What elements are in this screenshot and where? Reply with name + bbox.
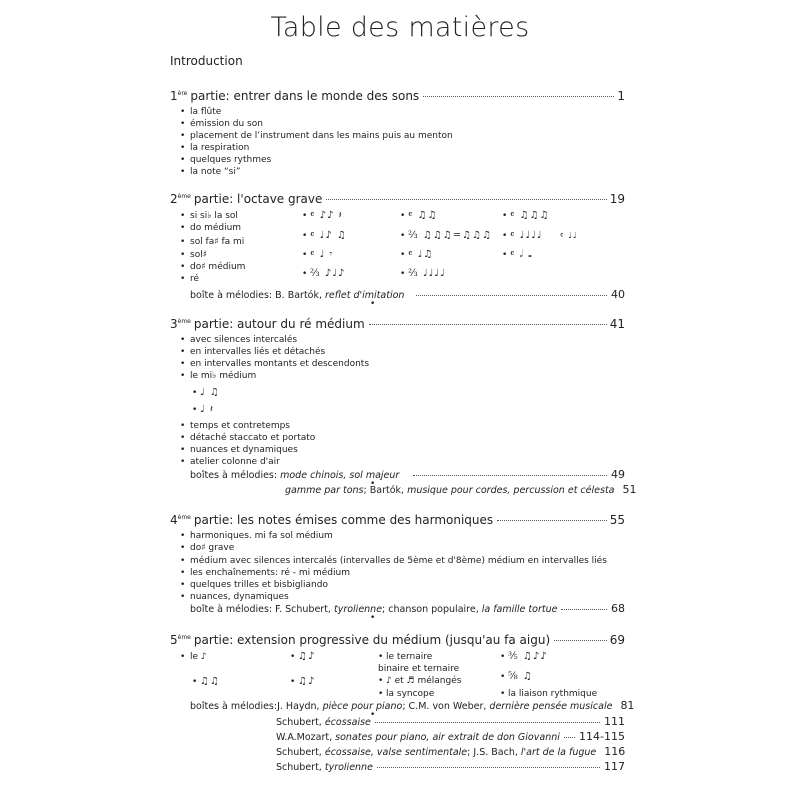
melody-text: W.A.Mozart, sonates pour piano, air extrait de don Giovanni <box>276 732 560 743</box>
list-item: • do médium <box>190 222 241 234</box>
leader-dots <box>564 737 575 738</box>
rhythm-notation: • 𝄴 ♩♩♩♩ <box>510 230 543 242</box>
leader-dots <box>554 640 607 641</box>
page-number: 51 <box>622 483 637 496</box>
page-number: 111 <box>604 715 625 728</box>
list-item: • si si♭ la sol <box>190 210 238 222</box>
list-item: • nuances et dynamiques <box>190 444 298 456</box>
part-label: partie: entrer dans le monde des sons <box>190 89 420 103</box>
list-item: • le ♪ <box>190 651 207 663</box>
page-number: 55 <box>609 513 625 527</box>
page-title: Table des matières <box>270 12 530 43</box>
part-number: 4ème <box>170 513 191 527</box>
melody-box-entry[interactable] <box>190 699 635 713</box>
rhythm-notation: • ⅔ ♩♩♩♩ <box>408 268 446 280</box>
rhythm-notation: • ⅔ ♫♫♫=♫♫♫ <box>408 230 492 242</box>
list-item: • la respiration <box>190 142 249 154</box>
list-item: • nuances, dynamiques <box>190 591 289 603</box>
rhythm-notation: • 𝄴 ♩ 𝄾 <box>310 249 333 261</box>
part-2-heading[interactable] <box>170 192 625 208</box>
rhythm-notation: • ⅗ ♫♪♪ <box>508 651 548 663</box>
melody-text: boîtes à mélodies: mode chinois, sol majeur <box>190 470 400 481</box>
melody-text: gamme par tons; Bartók, musique pour cordes, percussion et célesta <box>285 485 615 496</box>
list-item: • la note “si” <box>190 166 241 178</box>
list-item: • le mi♭ médium <box>190 370 256 382</box>
list-item: • placement de l’instrument dans les mains puis au menton <box>190 130 453 142</box>
melody-box-entry[interactable] <box>190 469 625 482</box>
melody-box-entry[interactable] <box>285 483 637 497</box>
list-item: • sol fa♯ fa mi <box>190 236 244 248</box>
page-number: 1 <box>617 89 625 103</box>
rhythm-notation: • ♩ ♫ <box>200 387 220 399</box>
list-item: • sol♯ <box>190 249 207 261</box>
list-item: • harmoniques. mi fa sol médium <box>190 530 333 542</box>
list-item: • émission du son <box>190 118 263 130</box>
rhythm-notation: • 𝄴 ♪♪ 𝄽 <box>310 210 343 222</box>
leader-dots <box>423 96 614 97</box>
melody-text: boîte à mélodies: B. Bartók, reflet d'imitation <box>190 290 405 301</box>
page-number: 81 <box>620 699 635 712</box>
melody-text: boîtes à mélodies:J. Haydn, pièce pour piano; C.M. von Weber, dernière pensée musicale <box>190 701 613 712</box>
melody-box-entry[interactable] <box>276 746 625 759</box>
melody-text: boîte à mélodies: F. Schubert, tyrolienne; chanson populaire, la famille tortue <box>190 604 558 615</box>
part-4-heading[interactable] <box>170 513 625 529</box>
part-3-heading[interactable] <box>170 317 625 333</box>
page-number: 114-115 <box>579 730 625 743</box>
rhythm-notation: • ♩ 𝄽 <box>200 404 214 416</box>
leader-dots <box>561 609 607 610</box>
melody-box-entry[interactable] <box>190 603 625 616</box>
leader-dots <box>326 199 606 200</box>
melody-text: Schubert, tyrolienne <box>276 762 373 773</box>
list-item: • médium avec silences intercalés (intervalles de 5ème et d'8ème) médium en intervalles liés <box>190 555 607 567</box>
list-item: • la flûte <box>190 106 221 118</box>
list-item: binaire et ternaire <box>378 664 460 674</box>
part-label: partie: les notes émises comme des harmoniques <box>193 513 494 527</box>
part-label: partie: l'octave grave <box>193 192 323 206</box>
list-item: • avec silences intercalés <box>190 334 297 346</box>
list-item: • quelques rythmes <box>190 154 271 166</box>
page-number: 41 <box>609 317 625 331</box>
list-item: • en intervalles montants et descendonts <box>190 358 369 370</box>
list-item: • détaché staccato et portato <box>190 432 315 444</box>
leader-dots <box>375 722 600 723</box>
page-number: 116 <box>604 745 626 758</box>
part-1-heading[interactable] <box>170 89 625 105</box>
list-item: • les enchaînements: ré - mi médium <box>190 567 350 579</box>
list-item: • temps et contretemps <box>190 420 290 432</box>
part-number: 2ème <box>170 192 191 206</box>
part-label: partie: autour du ré médium <box>193 317 365 331</box>
part-number: 1ère <box>170 89 188 103</box>
part-5-heading[interactable] <box>170 633 625 649</box>
list-item: • atelier colonne d'air <box>190 456 280 468</box>
page-number: 69 <box>609 633 625 647</box>
introduction-entry[interactable]: Introduction <box>170 54 243 68</box>
part-number: 3ème <box>170 317 191 331</box>
page-number: 19 <box>609 192 625 206</box>
part-number: 5ème <box>170 633 191 647</box>
leader-dots <box>413 475 607 476</box>
rhythm-notation: • ♫♪ <box>298 676 315 688</box>
part-label: partie: extension progressive du médium (jusqu'au fa aigu) <box>193 633 551 647</box>
melody-box-entry[interactable] <box>190 289 625 302</box>
page-number: 117 <box>604 760 625 773</box>
list-item: • ♪ et ♬ mélangés <box>386 675 461 687</box>
rhythm-notation: 𝄴 ♩♩ <box>560 231 578 240</box>
leader-dots <box>416 295 607 296</box>
page-number: 49 <box>611 468 625 481</box>
list-item: • quelques trilles et bisbigliando <box>190 579 328 591</box>
rhythm-notation: • ♫♫ <box>200 676 220 688</box>
melody-text: Schubert, écossaise <box>276 717 371 728</box>
list-item: • ré <box>190 273 199 285</box>
page-number: 68 <box>611 602 625 615</box>
rhythm-notation: • 𝄴 ♫♫ <box>408 210 438 222</box>
leader-dots <box>377 767 600 768</box>
rhythm-notation: • 𝄴 ♩♪ ♫ <box>310 230 347 242</box>
rhythm-notation: • ♫♪ <box>298 651 315 663</box>
melody-box-entry[interactable] <box>276 716 625 729</box>
list-item: • en intervalles liés et détachés <box>190 346 325 358</box>
list-item: • la syncope <box>386 688 434 700</box>
melody-box-entry[interactable] <box>276 761 625 774</box>
rhythm-notation: • 𝄴 ♫♫♫ <box>510 210 550 222</box>
melody-text: Schubert, écossaise, valse sentimentale; J.S. Bach, l'art de la fugue <box>276 747 597 758</box>
rhythm-notation: • 𝄴 ♩♫ <box>408 249 433 261</box>
list-item: • le ternaire <box>386 651 432 663</box>
rhythm-notation: • ⅝ ♫ <box>508 671 533 683</box>
leader-dots <box>369 324 607 325</box>
list-item: • la liaison rythmique <box>508 688 597 700</box>
page-number: 40 <box>611 288 625 301</box>
leader-dots <box>497 520 607 521</box>
list-item: • do♯ médium <box>190 261 245 273</box>
rhythm-notation: • 𝄴 𝅗𝅥 𝅝 <box>510 249 533 261</box>
list-item: • do♯ grave <box>190 542 234 554</box>
melody-box-entry[interactable] <box>276 731 625 744</box>
rhythm-notation: • ⅔ ♪♩♪ <box>310 268 345 280</box>
